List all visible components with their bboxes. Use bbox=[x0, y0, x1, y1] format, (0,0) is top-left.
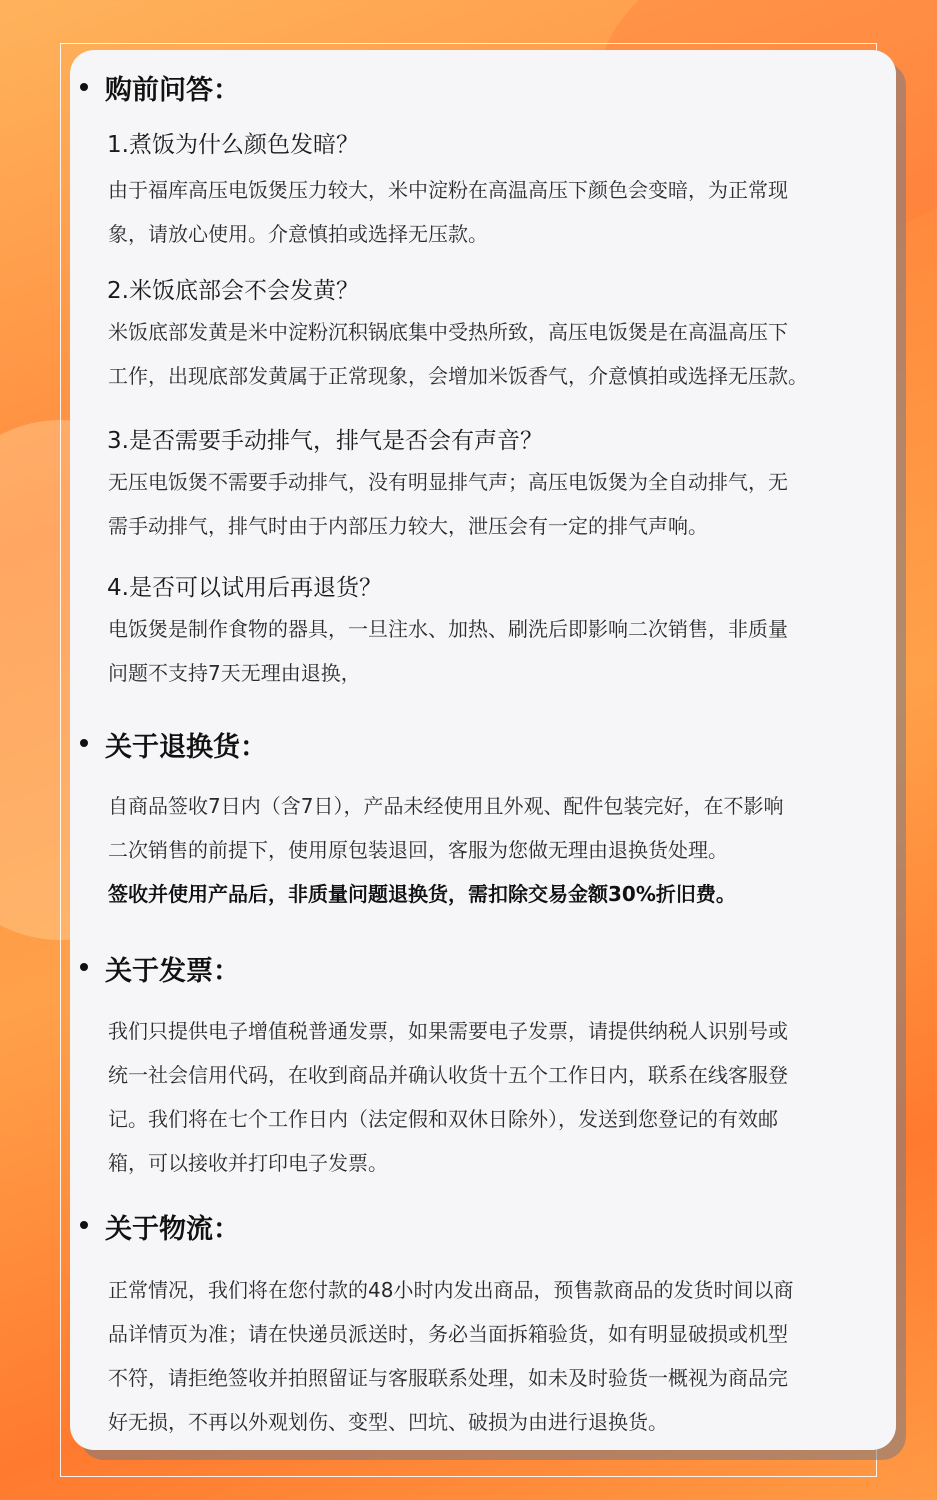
faq-question: 1.煮饭为什么颜色发暗？ bbox=[107, 132, 359, 158]
invoice-text-line: 记。我们将在七个工作日内（法定假和双休日除外），发送到您登记的有效邮 bbox=[108, 1107, 778, 1131]
logistics-text-line: 好无损，不再以外观划伤、变型、凹坑、破损为由进行退换货。 bbox=[108, 1410, 668, 1434]
returns-text-line: 二次销售的前提下，使用原包装退回，客服为您做无理由退换货处理。 bbox=[108, 838, 728, 862]
returns-text-line: 自商品签收7日内（含7日），产品未经使用且外观、配件包装完好，在不影响 bbox=[108, 794, 784, 818]
faq-heading: 购前问答： bbox=[105, 75, 240, 106]
faq-answer-line: 米饭底部发黄是米中淀粉沉积锅底集中受热所致，高压电饭煲是在高温高压下 bbox=[108, 320, 788, 344]
faq-answer-line: 电饭煲是制作食物的器具，一旦注水、加热、刷洗后即影响二次销售，非质量 bbox=[108, 617, 788, 641]
faq-question: 2.米饭底部会不会发黄？ bbox=[107, 278, 359, 304]
faq-answer-line: 象，请放心使用。介意慎拍或选择无压款。 bbox=[108, 222, 488, 246]
invoice-heading: 关于发票： bbox=[105, 956, 240, 987]
bullet-dot bbox=[80, 1221, 88, 1229]
logistics-text-line: 品详情页为准；请在快递员派送时，务必当面拆箱验货，如有明显破损或机型 bbox=[108, 1322, 788, 1346]
invoice-text-line: 箱，可以接收并打印电子发票。 bbox=[108, 1151, 388, 1175]
invoice-text-line: 我们只提供电子增值税普通发票，如果需要电子发票，请提供纳税人识别号或 bbox=[108, 1019, 788, 1043]
returns-heading: 关于退换货： bbox=[105, 732, 267, 763]
logistics-text-line: 正常情况，我们将在您付款的48小时内发出商品，预售款商品的发货时间以商 bbox=[108, 1278, 794, 1302]
logistics-text-line: 不符，请拒绝签收并拍照留证与客服联系处理，如未及时验货一概视为商品完 bbox=[108, 1366, 788, 1390]
faq-answer-line: 由于福库高压电饭煲压力较大，米中淀粉在高温高压下颜色会变暗，为正常现 bbox=[108, 178, 788, 202]
faq-answer-line: 无压电饭煲不需要手动排气，没有明显排气声；高压电饭煲为全自动排气，无 bbox=[108, 470, 788, 494]
faq-answer-line: 需手动排气，排气时由于内部压力较大，泄压会有一定的排气声响。 bbox=[108, 514, 708, 538]
faq-answer-line: 工作，出现底部发黄属于正常现象，会增加米饭香气，介意慎拍或选择无压款。 bbox=[108, 364, 808, 388]
bullet-dot bbox=[80, 963, 88, 971]
invoice-text-line: 统一社会信用代码，在收到商品并确认收货十五个工作日内，联系在线客服登 bbox=[108, 1063, 788, 1087]
faq-question: 3.是否需要手动排气，排气是否会有声音？ bbox=[107, 428, 543, 454]
bullet-dot bbox=[80, 83, 88, 91]
returns-notice: 签收并使用产品后，非质量问题退换货，需扣除交易金额30%折旧费。 bbox=[108, 882, 736, 906]
faq-question: 4.是否可以试用后再退货？ bbox=[107, 575, 382, 601]
bullet-dot bbox=[80, 739, 88, 747]
logistics-heading: 关于物流： bbox=[105, 1214, 240, 1245]
faq-answer-line: 问题不支持7天无理由退换， bbox=[108, 661, 361, 685]
